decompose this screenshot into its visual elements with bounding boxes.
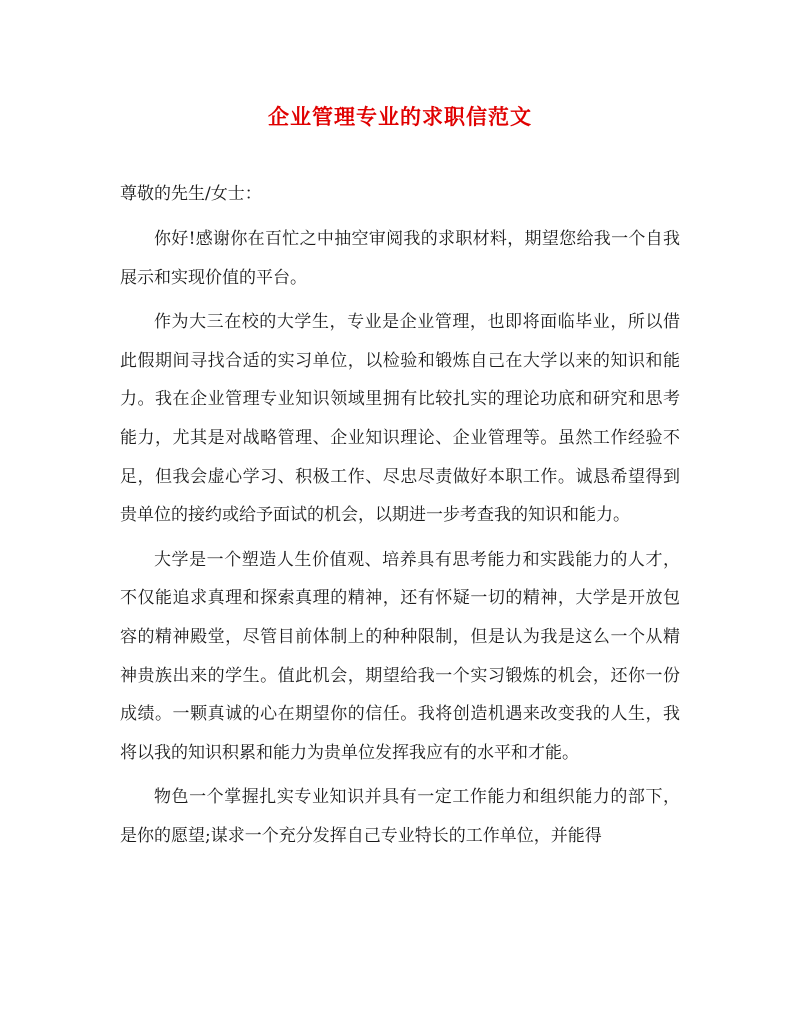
paragraph-2: 作为大三在校的大学生，专业是企业管理，也即将面临毕业，所以借此假期间寻找合适的实习单位，以检验和锻炼自己在大学以来的知识和能力。我在企业管理专业知识领域里拥有比较扎实的理论功底和研究和思考能力，尤其是对战略管理、企业知识理论、企业管理等。虽然工作经验不足，但我会虚心学习、积极工作、尽忠尽责做好本职工作。诚恳希望得到贵单位的接约或给予面试的机会，以期进一步考查我的知识和能力。 (120, 312, 680, 526)
paragraph-4: 物色一个掌握扎实专业知识并具有一定工作能力和组织能力的部下，是你的愿望;谋求一个充分发挥自己专业特长的工作单位，并能得 (120, 787, 680, 846)
document-body (120, 174, 680, 856)
paragraph-1: 你好!感谢你在百忙之中抽空审阅我的求职材料，期望您给我一个自我展示和实现价值的平台。 (120, 229, 680, 288)
salutation: 尊敬的先生/女士： (120, 184, 262, 204)
paragraph-3: 大学是一个塑造人生价值观、培养具有思考能力和实践能力的人才，不仅能追求真理和探索真理的精神，还有怀疑一切的精神，大学是开放包容的精神殿堂，尽管目前体制上的种种限制，但是认为我是这么一个从精神贵族出来的学生。值此机会，期望给我一个实习锻炼的机会，还你一份成绩。一颗真诚的心在期望你的信任。我将创造机遇来改变我的人生，我将以我的知识积累和能力为贵单位发挥我应有的水平和才能。 (120, 549, 680, 763)
document-title: 企业管理专业的求职信范文 (268, 104, 532, 129)
